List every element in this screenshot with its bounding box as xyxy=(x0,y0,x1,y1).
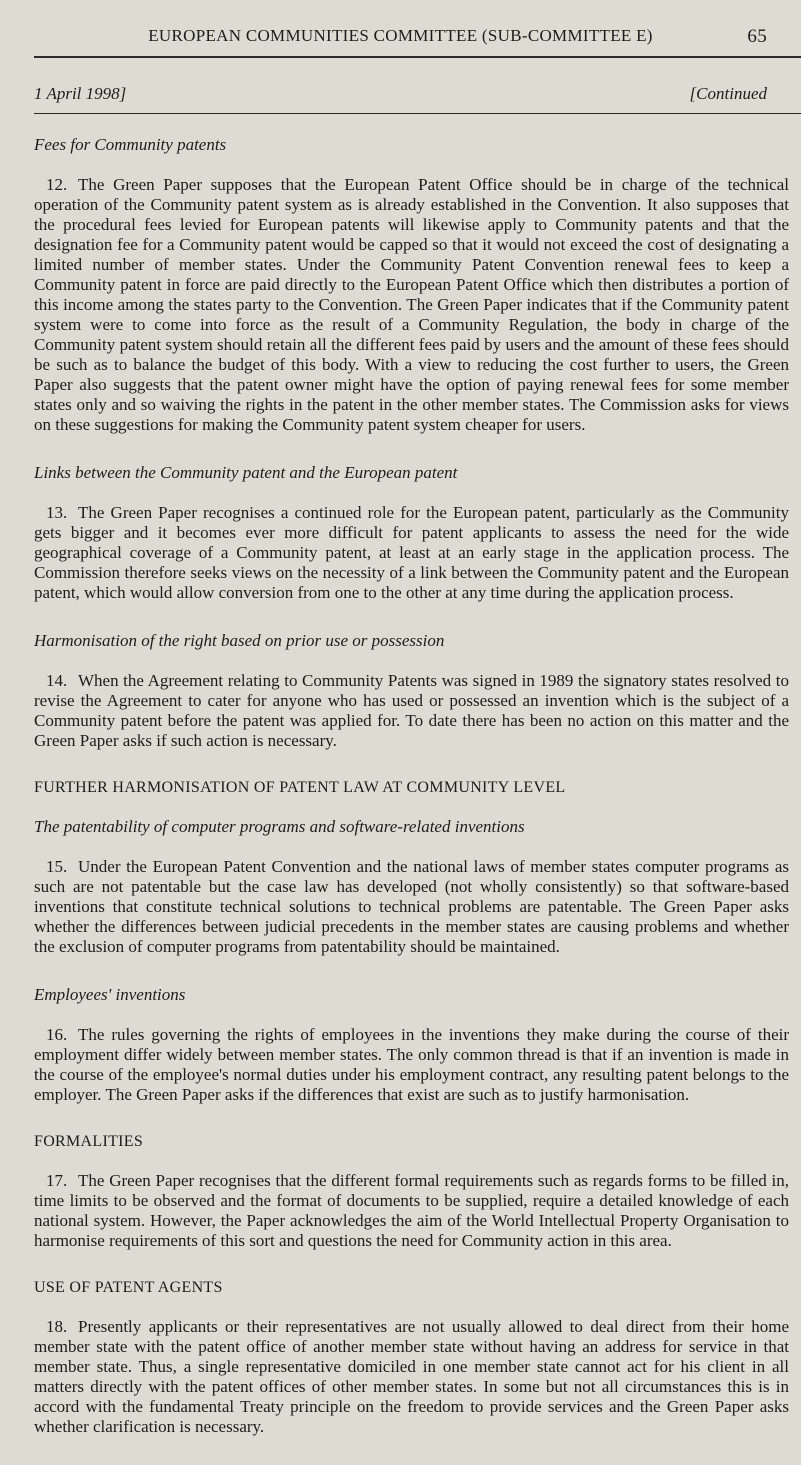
page-number: 65 xyxy=(747,26,767,47)
major-heading: USE OF PATENT AGENTS xyxy=(34,1279,223,1296)
paragraph xyxy=(34,1025,789,1105)
paragraph-text: Under the European Patent Convention and the national laws of member states computer programs as such are not patentable but the case law has developed (not wholly consistently) so that software-based inventions that constitute technical solutions to technical problems are patentable. The Green Paper asks whether the differences between judicial precedents in the member states are causing problems and whether the exclusion of computer programs from patentability should be maintained. xyxy=(34,857,789,956)
document-body xyxy=(34,135,789,1465)
header-rule xyxy=(34,56,801,58)
section-heading: Fees for Community patents xyxy=(34,135,227,154)
paragraph xyxy=(34,671,789,751)
paragraph-number: 14. xyxy=(46,671,68,690)
paragraph-number: 16. xyxy=(46,1025,68,1044)
paragraph-text: The rules governing the rights of employees in the inventions they make during the course of their employment differ widely between member states. The only common thread is that if an invention is made in the course of the employee's normal duties under his employment contract, any resulting patent belongs to the employer. The Green Paper asks if the differences that exist are such as to justify harmonisation. xyxy=(34,1025,789,1104)
major-heading: FORMALITIES xyxy=(34,1133,144,1150)
paragraph-text: The Green Paper supposes that the European Patent Office should be in charge of the technical operation of the Community patent system as is already established in the Convention. It also supposes that the procedural fees levied for European patents will likewise apply to Community patents and that the designation fee for a Community patent would be capped so that it would not exceed the cost of designating a limited number of member states. Under the Community Patent Convention renewal fees to keep a Community patent in force are paid directly to the European Patent Office which then distributes a portion of this income among the states party to the Convention. The Green Paper indicates that if the Community patent system were to come into force as the result of a Community Regulation, the body in charge of the Community patent system should retain all the different fees paid by users and the amount of these fees should be such as to balance the budget of this body. With a view to reducing the cost further to users, the Green Paper also suggests that the patent owner might have the option of paying renewal fees for some member states only and so waiving the rights in the patent in the other member states. The Commission asks for views on these suggestions for making the Community patent system cheaper for users. xyxy=(34,175,789,434)
paragraph-text: The Green Paper recognises that the different formal requirements such as regards forms to be filled in, time limits to be observed and the format of documents to be supplied, require a detailed knowledge of each national system. However, the Paper acknowledges the aim of the World Intellectual Property Organisation to harmonise requirements of this sort and questions the need for Community action in this area. xyxy=(34,1171,789,1250)
date-rule xyxy=(34,113,801,114)
section-heading: Employees' inventions xyxy=(34,985,186,1004)
paragraph xyxy=(34,1317,789,1437)
date-line xyxy=(34,84,767,104)
section-heading: The patentability of computer programs and software-related inventions xyxy=(34,817,525,836)
paragraph-number: 17. xyxy=(46,1171,68,1190)
running-header xyxy=(0,26,801,46)
paragraph xyxy=(34,503,789,603)
section-heading: Harmonisation of the right based on prior use or possession xyxy=(34,631,445,650)
paragraph-text: The Green Paper recognises a continued role for the European patent, particularly as the Community gets bigger and it becomes ever more difficult for patent applicants to assess the need for the wide geographical coverage of a Community patent, at least at an early stage in the application process. The Commission therefore seeks views on the necessity of a link between the Community patent and the European patent, which would allow conversion from one to the other at any time during the application process. xyxy=(34,503,789,602)
section-heading: Links between the Community patent and the European patent xyxy=(34,463,458,482)
paragraph-number: 13. xyxy=(46,503,68,522)
date-text: 1 April 1998] xyxy=(34,84,127,103)
paragraph xyxy=(34,175,789,435)
paragraph-number: 18. xyxy=(46,1317,68,1336)
paragraph-text: When the Agreement relating to Community Patents was signed in 1989 the signatory states resolved to revise the Agreement to cater for anyone who has used or possessed an invention which is the subject of a Community patent before the patent was applied for. To date there has been no action on this matter and the Green Paper asks if such action is necessary. xyxy=(34,671,789,750)
paragraph xyxy=(34,857,789,957)
paragraph-text: Presently applicants or their representatives are not usually allowed to deal direct from their home member state with the patent office of another member state without having an address for service in that member state. Thus, a single representative domiciled in one member state cannot act for his client in all matters directly with the patent offices of other member states. In some but not all circumstances this is in accord with the fundamental Treaty principle on the freedom to provide services and the Green Paper asks whether clarification is necessary. xyxy=(34,1317,789,1436)
paragraph xyxy=(34,1171,789,1251)
major-heading: FURTHER HARMONISATION OF PATENT LAW AT COMMUNITY LEVEL xyxy=(34,779,566,796)
running-title: EUROPEAN COMMUNITIES COMMITTEE (SUB-COMMITTEE E) xyxy=(148,26,653,45)
paragraph-number: 12. xyxy=(46,175,68,194)
paragraph-number: 15. xyxy=(46,857,68,876)
continued-label: [Continued xyxy=(689,84,767,103)
